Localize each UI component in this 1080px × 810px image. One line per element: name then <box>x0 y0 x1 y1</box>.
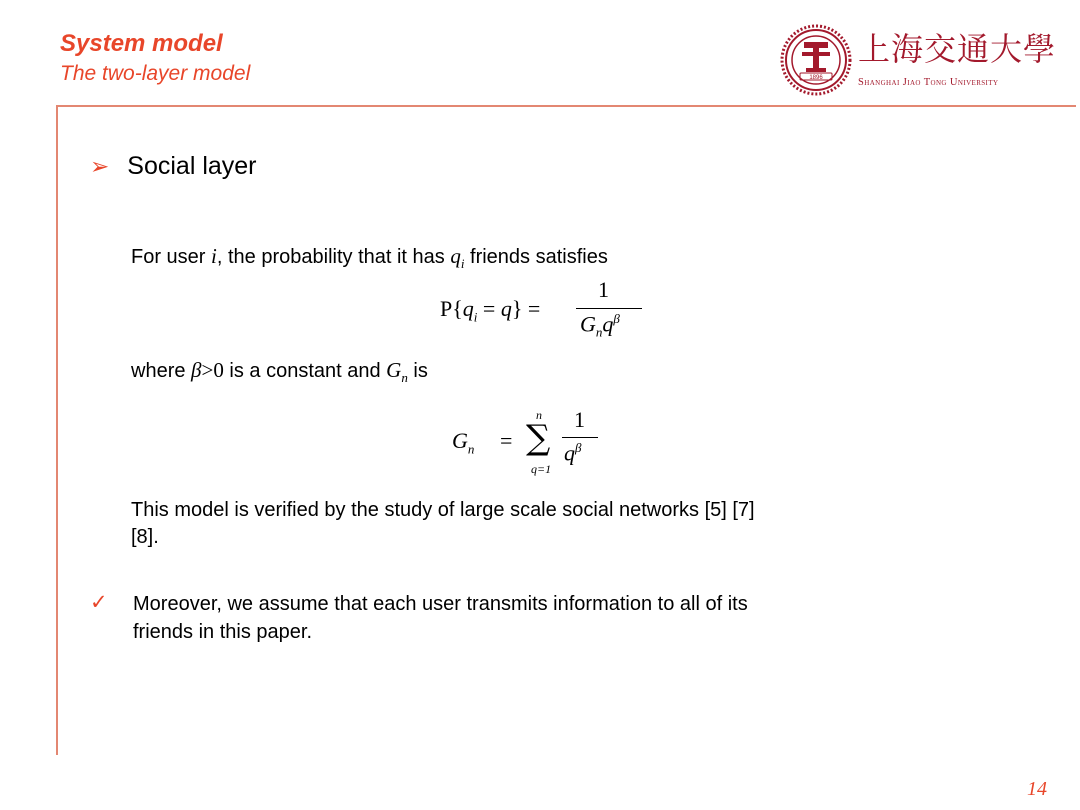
paragraph-line2: where β>0 is a constant and $G_n$ is <box>131 358 428 385</box>
page-number: 14 <box>1027 778 1047 800</box>
bullet-social-layer <box>90 152 257 181</box>
left-divider <box>56 105 58 755</box>
slide-title: System model <box>60 30 223 57</box>
paragraph-line1: For user i, the probability that it has $q_i$ friends satisfies <box>131 244 608 271</box>
svg-text:1896: 1896 <box>809 75 823 81</box>
header-divider <box>56 105 1076 107</box>
bullet-heading: Social layer <box>127 152 257 180</box>
paragraph-line3: This model is verified by the study of large scale social networks [5] [7] [8]. <box>131 499 755 548</box>
university-name-en: Shanghai Jiao Tong University <box>858 77 999 88</box>
university-name-cn: 上海交通大學 <box>858 30 1057 68</box>
equation-normalizer: $G_n$ = n ∑ q=1 1 $q^\beta$ <box>452 408 612 488</box>
slide-subtitle: The two-layer model <box>60 62 251 85</box>
arrow-bullet-icon: ➢ <box>90 153 110 179</box>
paragraph-moreover: Moreover, we assume that each user transmits information to all of its friends in this paper. <box>133 593 748 643</box>
check-bullet-icon: ✓ <box>90 591 108 614</box>
equation-probability: $P\{q_i = q\}$ = 1 $G_nq^\beta$ <box>440 280 660 350</box>
